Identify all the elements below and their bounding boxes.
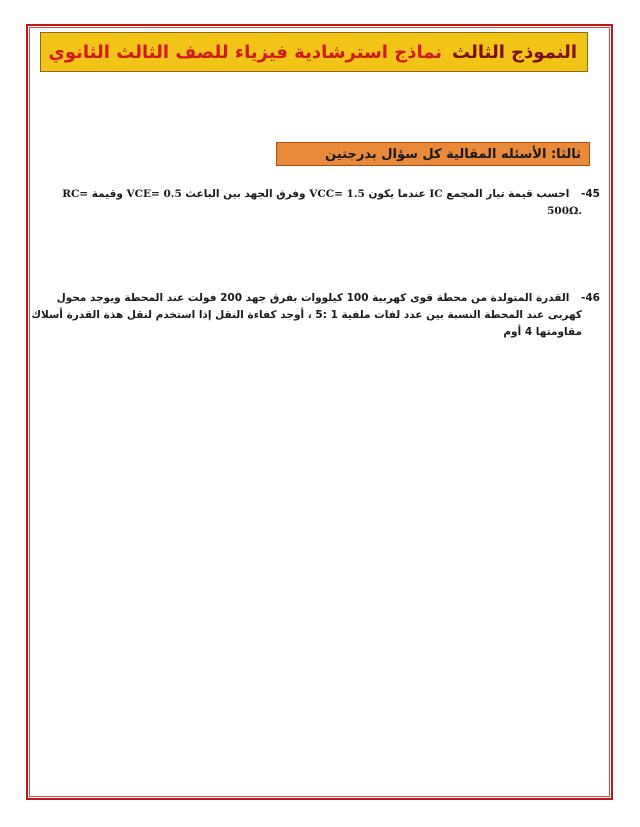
question-text: احسب قيمة تيار المجمع [446,188,570,200]
page-title-subject: نماذج استرشادية فيزياء للصف الثالث الثانوي [48,41,443,63]
question-text: وقيمة [91,188,123,200]
question-text: وفرق الجهد بين الباعث [185,188,306,200]
formula-rc-value: 500Ω. [547,205,582,217]
question-text: القدرة المتولدة من محطة قوى كهربية 100 كيلووات بفرق جهد 200 فولت عند المحطة ويوجد محول [56,292,570,304]
formula-vce: VCE= 0.5 [126,188,182,200]
question-46 [31,290,600,341]
question-46-line-3: مقاومتها 4 أوم [503,326,582,338]
question-45-line-1 [62,186,600,203]
formula-rc: RC= [62,188,89,200]
page-title-model: النموذج الثالث [452,41,577,63]
question-text: عندما يكون [368,188,426,200]
formula-vcc: VCC= 1.5 [309,188,365,200]
question-46-line-1 [56,290,600,307]
page-title-banner [40,32,588,72]
question-number: 46- [581,292,600,304]
question-45 [62,186,600,220]
question-number: 45- [581,188,600,200]
question-46-line-2: كهربى عند المحطة النسبة بين عدد لفات ملفية 1 :5 ، أوجد كفاءة النقل إذا استخدم لنقل هذة القدرة أسلاك [31,309,582,321]
formula-ic: IC [429,188,443,200]
section-heading-text: ثالثا: الأسئله المقالية كل سؤال بدرجتين [325,146,581,162]
section-heading [276,142,590,166]
question-45-line-2 [78,203,600,220]
